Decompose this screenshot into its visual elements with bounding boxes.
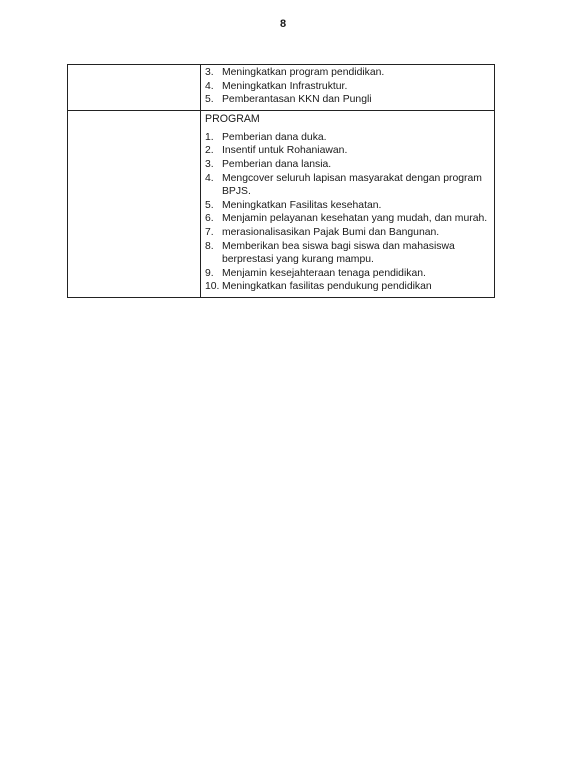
list-item-number: 8.: [205, 240, 214, 252]
list-item: [205, 267, 490, 281]
list-item-text: Insentif untuk Rohaniawan.: [222, 145, 348, 157]
table-cell-left: [68, 65, 201, 111]
program-heading: PROGRAM: [205, 112, 260, 125]
list-item-number: 1.: [205, 131, 214, 143]
table-row: [68, 110, 495, 297]
list-item: [205, 144, 490, 158]
list-item: [205, 93, 490, 107]
list-item: [205, 80, 490, 94]
list-item-text: Meningkatkan Infrastruktur.: [222, 80, 348, 92]
list-item-number: 6.: [205, 213, 214, 225]
list-item: [205, 212, 490, 226]
list-item-text: Menjamin pelayanan kesehatan yang mudah, dan murah.: [222, 213, 488, 225]
list-item-text: Menjamin kesejahteraan tenaga pendidikan.: [222, 267, 426, 279]
program-list: [205, 131, 490, 294]
list-item: [205, 131, 490, 145]
list-item-text: merasionalisasikan Pajak Bumi dan Bangunan.: [222, 226, 440, 238]
list-item-number: 10.: [205, 281, 220, 293]
list-item: [205, 240, 490, 267]
list-item-number: 4.: [205, 172, 214, 184]
list-item-number: 3.: [205, 67, 214, 78]
page-number: 8: [279, 18, 287, 30]
list-item-number: 7.: [205, 226, 214, 238]
list-item: [205, 172, 490, 199]
list-item-number: 5.: [205, 94, 214, 106]
list-item-text: Memberikan bea siswa bagi siswa dan mahasiswa berprestasi yang kurang mampu.: [222, 240, 455, 266]
list-item: [205, 66, 490, 80]
list-item: [205, 199, 490, 213]
list-item: [205, 158, 490, 172]
list-item-text: Pemberian dana lansia.: [222, 158, 332, 170]
list-item-number: 5.: [205, 199, 214, 211]
list-item-number: 4.: [205, 80, 214, 92]
list-item-number: 9.: [205, 267, 214, 279]
table-cell-right: [201, 65, 495, 111]
list-item-text: Meningkatkan fasilitas pendukung pendidikan: [222, 281, 432, 293]
table-cell-left: [68, 110, 201, 297]
table-row: [68, 65, 495, 111]
list-item-number: 3.: [205, 158, 214, 170]
list-item-text: Mengcover seluruh lapisan masyarakat dengan program BPJS.: [222, 172, 482, 198]
list-item-text: Meningkatkan Fasilitas kesehatan.: [222, 199, 382, 211]
list-item-text: Meningkatkan program pendidikan.: [222, 67, 385, 78]
list-item-text: Pemberantasan KKN dan Pungli: [222, 94, 372, 106]
list-item-text: Pemberian dana duka.: [222, 131, 327, 143]
table-cell-right: [201, 110, 495, 297]
content-table: [67, 64, 495, 298]
goal-list: [205, 66, 490, 107]
list-item: [205, 280, 490, 294]
list-item-number: 2.: [205, 145, 214, 157]
list-item: [205, 226, 490, 240]
